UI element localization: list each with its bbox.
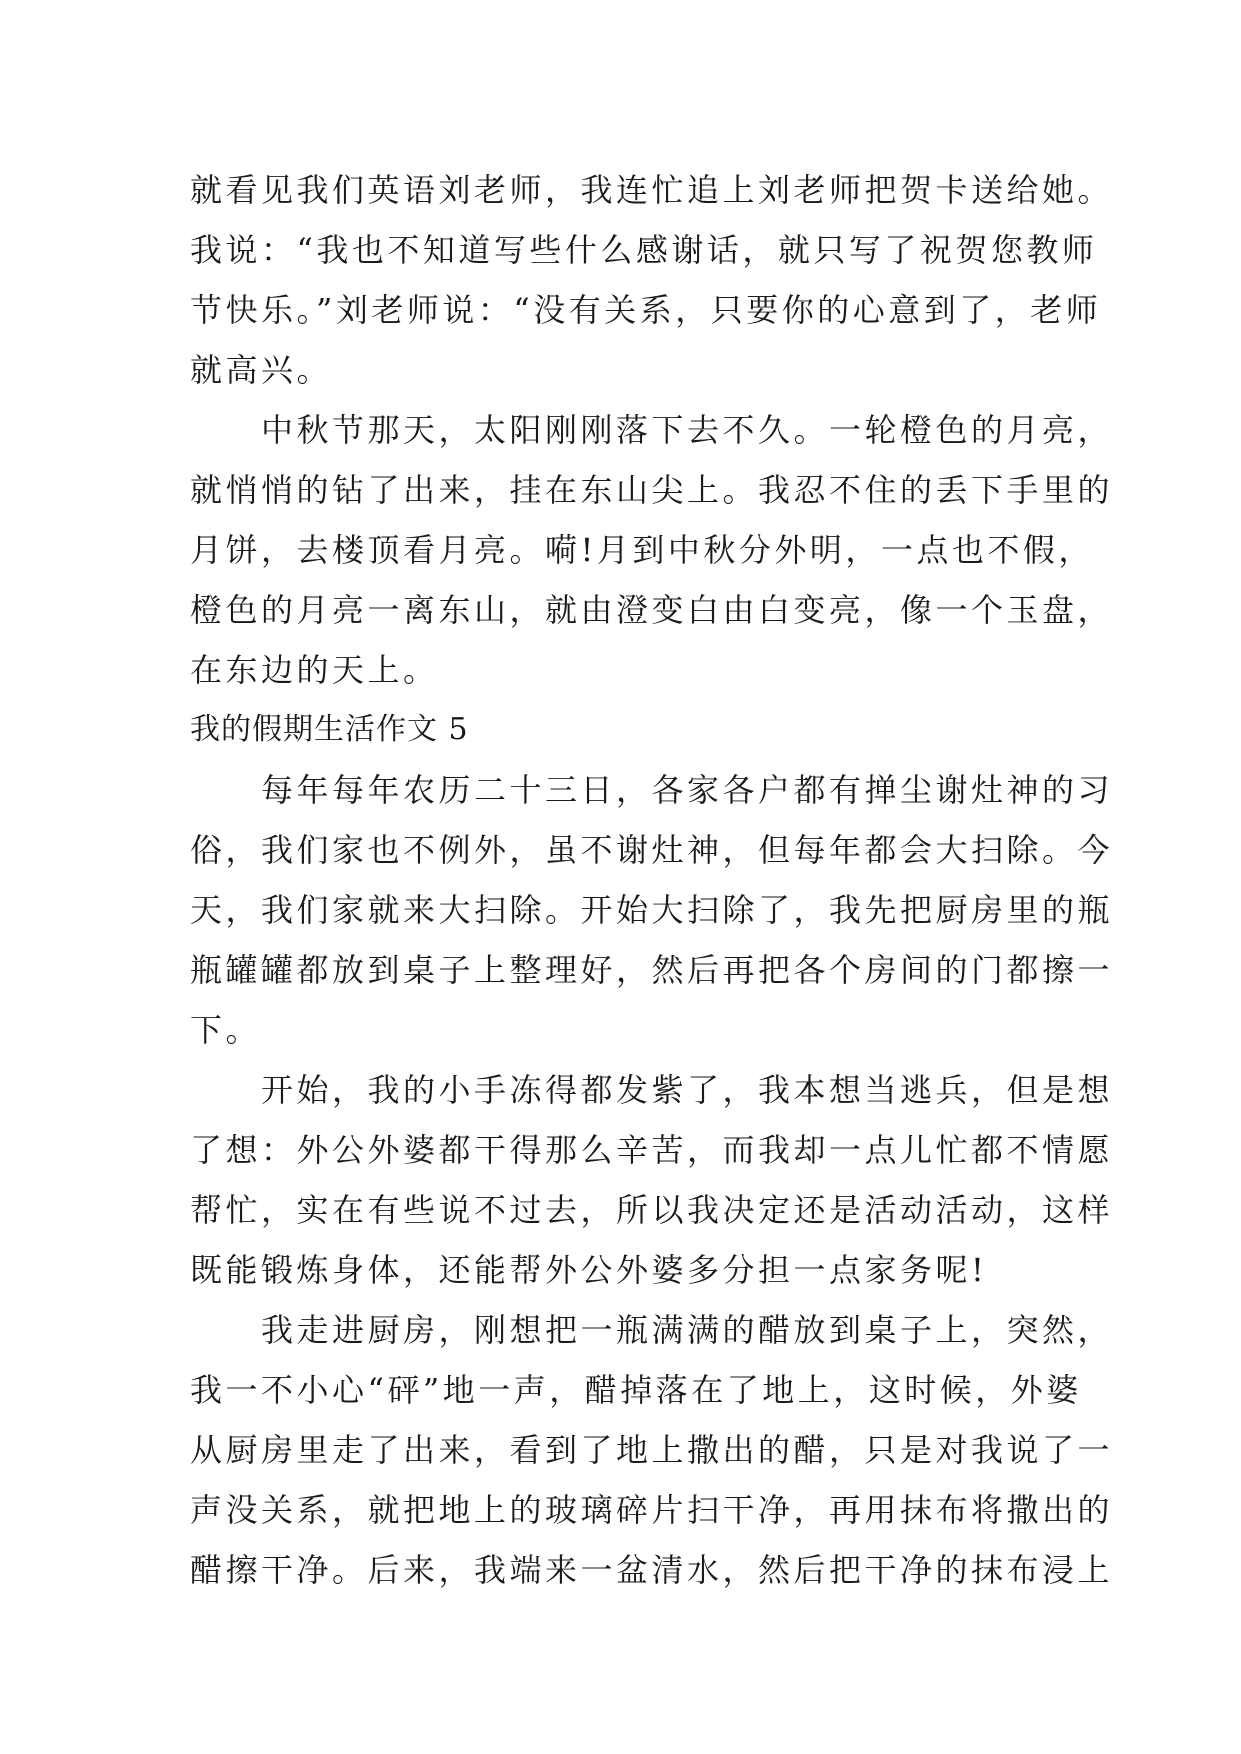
text-line: 我说：“我也不知道写些什么感谢话，就只写了祝贺您教师 [190, 231, 1098, 269]
text-line: 就看见我们英语刘老师，我连忙追上刘老师把贺卡送给她。 [190, 171, 1114, 209]
text-line: 中秋节那天，太阳刚刚落下去不久。一轮橙色的月亮， [190, 411, 1114, 449]
text-line: 声没关系，就把地上的玻璃碎片扫干净，再用抹布将撒出的 [190, 1491, 1114, 1529]
text-line: 帮忙，实在有些说不过去，所以我决定还是活动活动，这样 [190, 1191, 1114, 1229]
section-heading: 我的假期生活作文 5 [190, 712, 469, 747]
text-line: 天，我们家就来大扫除。开始大扫除了，我先把厨房里的瓶 [190, 891, 1114, 929]
text-line: 每年每年农历二十三日，各家各户都有掸尘谢灶神的习 [190, 771, 1114, 809]
text-line: 了想：外公外婆都干得那么辛苦，而我却一点儿忙都不情愿 [190, 1131, 1114, 1169]
text-line: 既能锻炼身体，还能帮外公外婆多分担一点家务呢! [190, 1251, 988, 1289]
text-line: 我一不小心“砰”地一声，醋掉落在了地上，这时候，外婆 [190, 1371, 1082, 1409]
text-line: 从厨房里走了出来，看到了地上撒出的醋，只是对我说了一 [190, 1431, 1114, 1469]
text-line: 橙色的月亮一离东山，就由澄变白由白变亮，像一个玉盘， [190, 591, 1114, 629]
text-line: 下。 [190, 1011, 262, 1049]
text-line: 瓶罐罐都放到桌子上整理好，然后再把各个房间的门都擦一 [190, 951, 1114, 989]
text-line: 醋擦干净。后来，我端来一盆清水，然后把干净的抹布浸上 [190, 1551, 1114, 1589]
text-line: 我走进厨房，刚想把一瓶满满的醋放到桌子上，突然， [190, 1311, 1114, 1349]
text-line: 就悄悄的钻了出来，挂在东山尖上。我忍不住的丢下手里的 [190, 471, 1114, 509]
document-body [190, 160, 1114, 1600]
text-line: 节快乐。”刘老师说：“没有关系，只要你的心意到了，老师 [190, 291, 1102, 329]
text-line: 俗，我们家也不例外，虽不谢灶神，但每年都会大扫除。今 [190, 831, 1114, 869]
text-line: 就高兴。 [190, 351, 333, 389]
text-line: 开始，我的小手冻得都发紫了，我本想当逃兵，但是想 [190, 1071, 1114, 1109]
text-line: 在东边的天上。 [190, 651, 439, 689]
text-line: 月饼，去楼顶看月亮。嗬!月到中秋分外明，一点也不假， [190, 531, 1094, 569]
